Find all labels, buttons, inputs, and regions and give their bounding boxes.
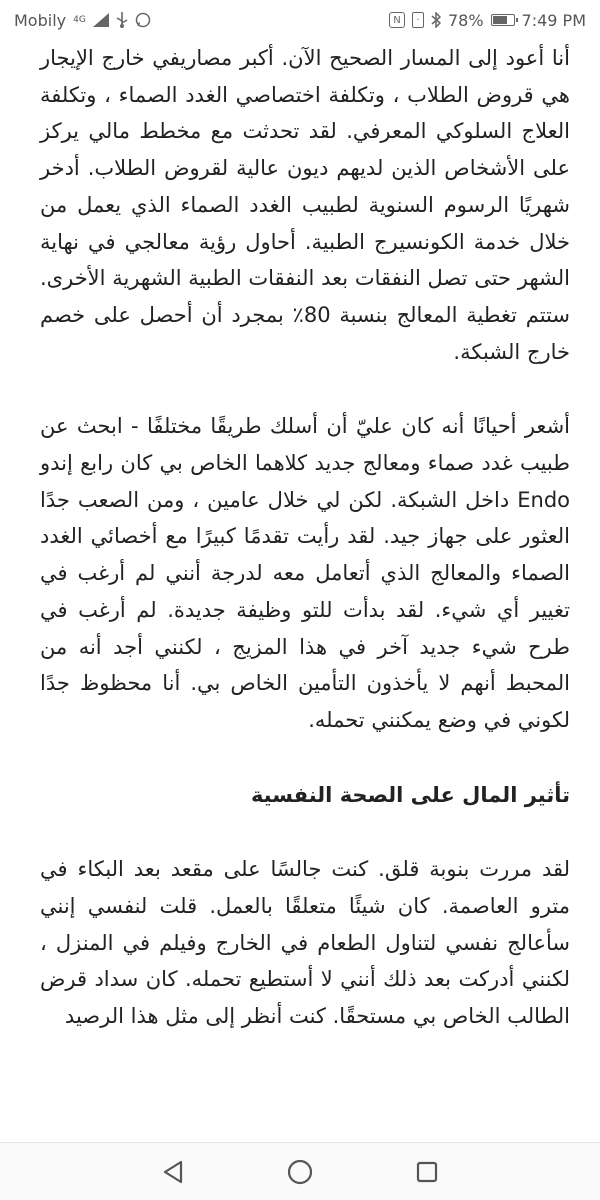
article-paragraph-3: لقد مررت بنوبة قلق. كنت جالسًا على مقعد بعد البكاء في مترو العاصمة. كان شيئًا متعلقًا بالعمل. قلت لنفسي إنني سأعالج نفسي لتناول الطعام في الخارج وفيلم في المنزل ، لكنني أدركت بعد ذلك أنني لا أستطيع تحمله. كان سداد قرض الطالب الخاص بي مستحقًا. كنت أنظر إلى مثل هذا الرصيد <box>40 857 570 1029</box>
section-heading: تأثير المال على الصحة النفسية <box>250 782 570 807</box>
back-button[interactable] <box>158 1157 188 1187</box>
clock: 7:49 PM <box>521 10 586 30</box>
back-triangle-icon <box>162 1159 184 1185</box>
recents-square-icon <box>415 1160 439 1184</box>
vibrate-icon: · <box>412 12 424 28</box>
recents-button[interactable] <box>412 1157 442 1187</box>
network-indicator: 4G <box>73 14 86 25</box>
bluetooth-icon <box>431 12 441 28</box>
status-left <box>14 11 151 30</box>
home-circle-icon <box>286 1158 314 1186</box>
carrier-name: Mobily <box>14 10 67 30</box>
article-paragraph-2: أشعر أحيانًا أنه كان عليّ أن أسلك طريقًا مختلفًا - ابحث عن طبيب غدد صماء ومعالج جديد كلاهما الخاص بي كان رابع إندو Endo داخل الشبكة. لكن لي خلال عامين ، ومن الصعب جدًا العثور على جهاز جيد. لقد رأيت تقدمًا كبيرًا مع أخصائي الغدد الصماء والمعالج الذي أتعامل معه لدرجة أنني لم أرغب في تغيير أي شيء. لقد بدأت للتو وظيفة جديدة. لم أرغب في طرح شيء جديد آخر في هذا المزيج ، لكنني أجد أنه من المحبط أنهم لا يأخذون التأمين الخاص بي. أنا محظوظ جدًا لكوني في وضع يمكنني تحمله. <box>40 414 570 732</box>
nfc-icon: N <box>389 12 405 28</box>
status-right <box>389 11 586 30</box>
usb-icon <box>116 12 128 28</box>
navigation-bar <box>0 1142 600 1200</box>
article-paragraph-1: أنا أعود إلى المسار الصحيح الآن. أكبر مصاريفي خارج الإيجار هي قروض الطلاب ، وتكلفة اختصاصي الغدد الصماء ، وتكلفة العلاج السلوكي المعرفي. لقد تحدثت مع مخطط مالي يركز على الأشخاص الذين لديهم ديون عالية لقروض الطلاب. أدخر شهريًا الرسوم السنوية لطبيب الغدد الصماء الذي يعمل من خلال خدمة الكونسيرج الطبية. أحاول رؤية معالجي في نهاية الشهر حتى تصل النفقات بعد النفقات الطبية الشهرية الأخرى. ستتم تغطية المعالج بنسبة 80٪ بمجرد أن أحصل على خصم خارج الشبكة. <box>40 46 570 364</box>
battery-percent: 78% <box>447 10 484 30</box>
signal-icon <box>93 13 109 27</box>
battery-level <box>493 16 508 24</box>
article-content <box>0 40 600 1142</box>
status-bar <box>0 0 600 40</box>
battery-icon <box>491 14 515 26</box>
home-button[interactable] <box>285 1157 315 1187</box>
whatsapp-icon <box>135 12 151 28</box>
